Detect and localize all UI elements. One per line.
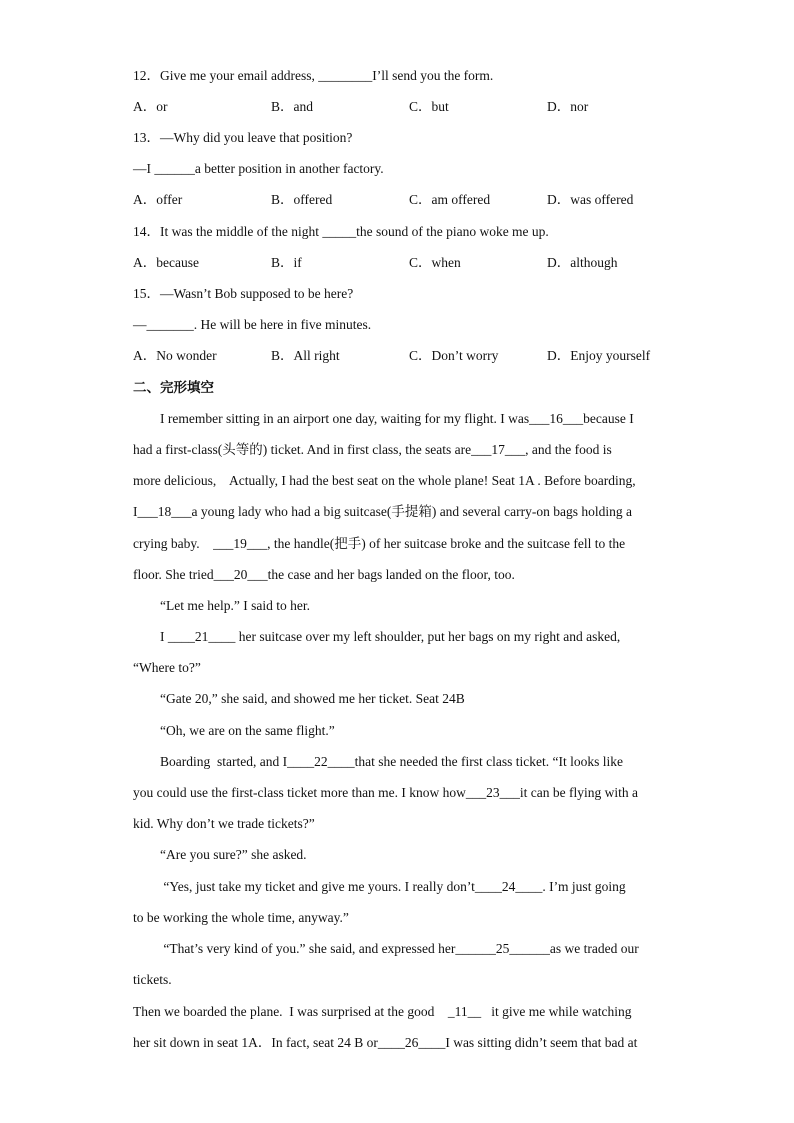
question-14-stem: 14．It was the middle of the night _____the sound of the piano woke me up. [133,224,549,239]
q12-option-c[interactable]: C．but [409,99,449,114]
q15-option-c[interactable]: C．Don’t worry [409,348,499,363]
question-15-stem-reply: —_______. He will be here in five minutes. [133,317,372,332]
q15-option-a[interactable]: A．No wonder [133,348,217,363]
passage-line: her sit down in seat 1A．In fact, seat 24 B or____26____I was sitting didn’t seem that bad at [133,1035,638,1050]
q12-option-b[interactable]: B．and [271,99,313,114]
q13-option-b[interactable]: B．offered [271,192,333,207]
q12-option-d[interactable]: D．nor [547,99,589,114]
q15-option-d[interactable]: D．Enjoy yourself [547,348,651,363]
q13-option-c[interactable]: C．am offered [409,192,491,207]
q12-option-a[interactable]: A．or [133,99,168,114]
passage-line: floor. She tried___20___the case and her bags landed on the floor, too. [133,567,515,582]
passage-line: had a first-class(头等的) ticket. And in first class, the seats are___17___, and the food is [133,442,612,457]
passage-line: you could use the first-class ticket more than me. I know how___23___it can be flying with a [133,785,639,800]
passage-line: tickets. [133,972,172,987]
passage-line: Then we boarded the plane. I was surprised at the good _11__ it give me while watching [133,1004,632,1019]
question-15-stem: 15．—Wasn’t Bob supposed to be here? [133,286,354,301]
passage-line: I___18___a young lady who had a big suitcase(手提箱) and several carry-on bags holding a [133,504,632,519]
passage-line: “Oh, we are on the same flight.” [160,723,335,738]
q14-option-c[interactable]: C．when [409,255,461,270]
passage-line: “Are you sure?” she asked. [160,847,307,862]
passage-line: “Where to?” [133,660,201,675]
passage-line: kid. Why don’t we trade tickets?” [133,816,315,831]
q15-option-b[interactable]: B．All right [271,348,340,363]
q14-option-b[interactable]: B．if [271,255,302,270]
passage-line: “Yes, just take my ticket and give me yours. I really don’t____24____. I’m just going [160,879,626,894]
passage-line: I ____21____ her suitcase over my left shoulder, put her bags on my right and asked, [160,629,621,644]
question-13-stem-reply: —I ______a better position in another factory. [133,161,384,176]
passage-line: crying baby. ___19___, the handle(把手) of her suitcase broke and the suitcase fell to the [133,536,626,551]
passage-line: Boarding started, and I____22____that she needed the first class ticket. “It looks like [160,754,624,769]
question-12-stem: 12．Give me your email address, ________I’ll send you the form. [133,68,494,83]
q13-option-a[interactable]: A．offer [133,192,183,207]
passage-line: “Gate 20,” she said, and showed me her ticket. Seat 24B [160,691,465,706]
passage-line: to be working the whole time, anyway.” [133,910,349,925]
q14-option-a[interactable]: A．because [133,255,199,270]
question-13-stem: 13．—Why did you leave that position? [133,130,353,145]
passage-line: I remember sitting in an airport one day, waiting for my flight. I was___16___because I [160,411,634,426]
passage-line: “Let me help.” I said to her. [160,598,310,613]
passage-line: “That’s very kind of you.” she said, and expressed her______25______as we traded our [160,941,639,956]
passage-line: more delicious, Actually, I had the best seat on the whole plane! Seat 1A . Before boarding, [133,473,636,488]
q13-option-d[interactable]: D．was offered [547,192,634,207]
section-title: 二、完形填空 [133,380,214,396]
q14-option-d[interactable]: D．although [547,255,618,270]
